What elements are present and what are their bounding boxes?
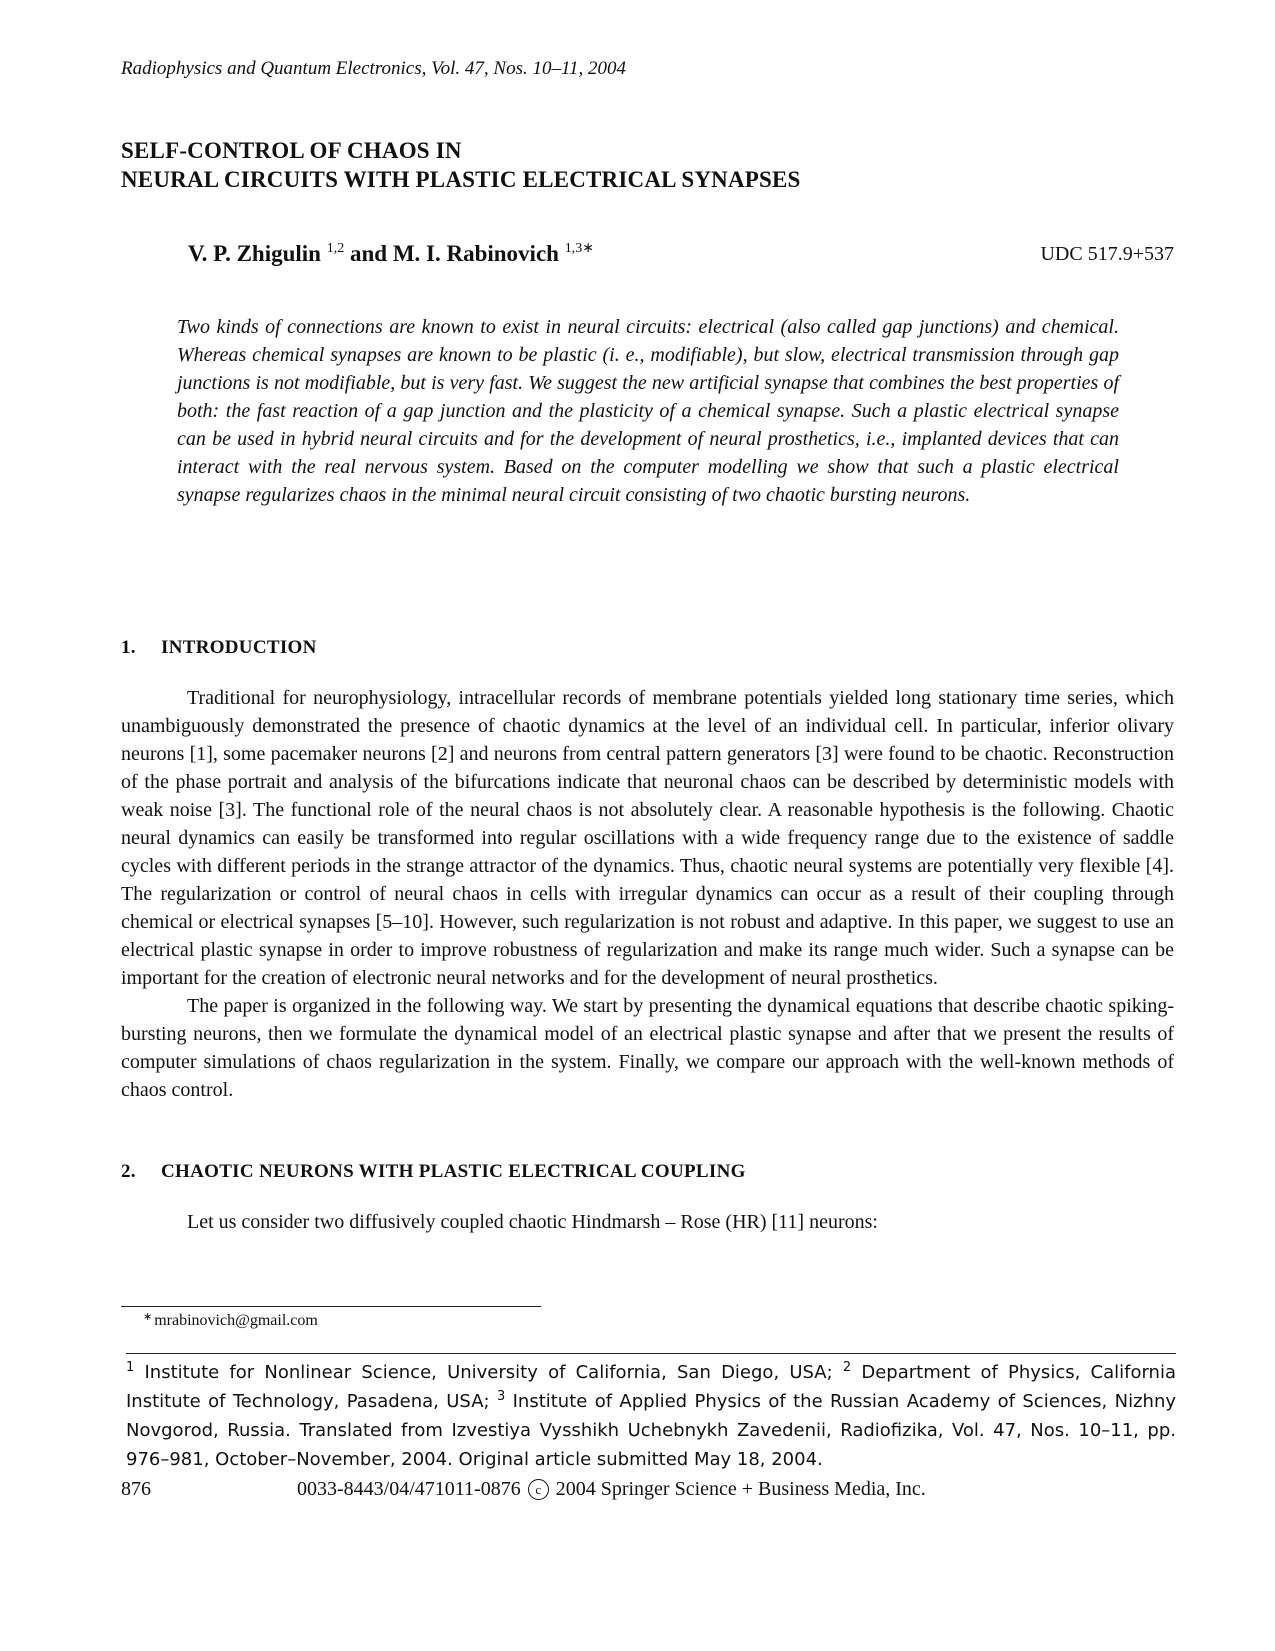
abstract: Two kinds of connections are known to exist in neural circuits: electrical (also called gap junctions) and chemical. Whereas chemical synapses are known to be plastic (i. e., modifiable), but slow, electrical transmission through gap junctions is not modifiable, but is very fast. We suggest the new artificial synapse that combines the best properties of both: the fast reaction of a gap junction and the plasticity of a chemical synapse. Such a plastic electrical synapse can be used in hybrid neural circuits and for the development of neural prosthetics, i.e., implanted devices that can interact with the real nervous system. Based on the computer modelling we show that such a plastic electrical synapse regularizes chaos in the minimal neural circuit consisting of two chaotic bursting neurons.: [177, 316, 1119, 506]
section-number: 1.: [121, 637, 136, 658]
section-heading-introduction: [121, 637, 317, 659]
paper-title: [121, 136, 1171, 194]
affiliation-marker: 3: [496, 1389, 506, 1404]
affiliation-marker: 2: [842, 1360, 852, 1375]
section-number: 2.: [121, 1161, 136, 1182]
section-heading-chaotic-neurons: [121, 1161, 746, 1183]
affiliation-marker: 1,3∗: [564, 241, 594, 256]
footnote-divider: [121, 1306, 541, 1307]
affiliation-divider: [126, 1353, 1176, 1354]
footnote-mark: ∗: [143, 1311, 153, 1323]
title-line-2: NEURAL CIRCUITS WITH PLASTIC ELECTRICAL SYNAPSES: [121, 167, 801, 192]
footnote: [143, 1312, 318, 1330]
introduction-body: [121, 684, 1174, 1104]
section-2-body: [121, 1208, 1174, 1236]
affiliation-text: Institute for Nonlinear Science, University of California, San Diego, USA;: [134, 1362, 843, 1383]
paragraph: The paper is organized in the following way. We start by presenting the dynamical equations that describe chaotic spiking-bursting neurons, then we formulate the dynamical model of an electrical plastic synapse and after that we present the results of computer simulations of chaos regularization in the system. Finally, we compare our approach with the well-known methods of chaos control.: [121, 995, 1174, 1101]
paragraph: Traditional for neurophysiology, intracellular records of membrane potentials yielded long stationary time series, which unambiguously demonstrated the presence of chaotic dynamics at the level of an individual cell. In particular, inferior olivary neurons [1], some pacemaker neurons [2] and neurons from central pattern generators [3] were found to be chaotic. Reconstruction of the phase portrait and analysis of the bifurcations indicate that neuronal chaos can be described by deterministic models with weak noise [3]. The functional role of the neural chaos is not absolutely clear. A reasonable hypothesis is the following. Chaotic neural dynamics can easily be transformed into regular oscillations with a wide frequency range due to the existence of saddle cycles with different periods in the strange attractor of the dynamics. Thus, chaotic neural systems are potentially very flexible [4]. The regularization or control of neural chaos in cells with irregular dynamics can occur as a result of their coupling through chemical or electrical synapses [5–10]. However, such regularization is not robust and adaptive. In this paper, we suggest to use an electrical plastic synapse in order to improve robustness of regularization and make its range much wider. Such a synapse can be important for the creation of electronic neural networks and for the development of neural prosthetics.: [121, 687, 1174, 989]
author-conjunction: and: [349, 241, 388, 266]
section-title: CHAOTIC NEURONS WITH PLASTIC ELECTRICAL COUPLING: [161, 1161, 746, 1182]
page-number: 876: [121, 1478, 151, 1500]
copyright-icon: c: [528, 1479, 549, 1500]
copyright-line: [297, 1478, 926, 1501]
affiliation-text: Institute of Applied Physics of the Russian Academy of Sciences, Nizhny Novgorod, Russia. Translated from Izvestiya Vysshikh Uchebnykh Zavedenii, Radiofizika, Vol. 47, Nos. 10–11, pp. 976–981, October–November, 2004. Original article submitted May 18, 2004.: [126, 1391, 1177, 1470]
issn: 0033-8443/04/471011-0876: [297, 1478, 521, 1500]
author-name: V. P. Zhigulin: [188, 241, 321, 266]
section-title: INTRODUCTION: [161, 637, 317, 658]
affiliations: [126, 1358, 1176, 1474]
journal-header: Radiophysics and Quantum Electronics, Vol. 47, Nos. 10–11, 2004: [121, 58, 627, 79]
footnote-email: mrabinovich@gmail.com: [154, 1312, 318, 1329]
author-list: [188, 241, 594, 267]
affiliation-marker: 1,2: [326, 241, 345, 256]
affiliation-text: Department of Physics, California Institute of Technology, Pasadena, USA;: [126, 1362, 1176, 1412]
author-name: M. I. Rabinovich: [392, 241, 559, 266]
title-line-1: SELF-CONTROL OF CHAOS IN: [121, 138, 462, 163]
publisher: 2004 Springer Science + Business Media, Inc.: [555, 1478, 926, 1500]
affiliation-marker: 1: [126, 1360, 135, 1375]
paragraph: Let us consider two diffusively coupled chaotic Hindmarsh – Rose (HR) [11] neurons:: [187, 1211, 878, 1233]
udc-code: UDC 517.9+537: [1040, 243, 1174, 265]
